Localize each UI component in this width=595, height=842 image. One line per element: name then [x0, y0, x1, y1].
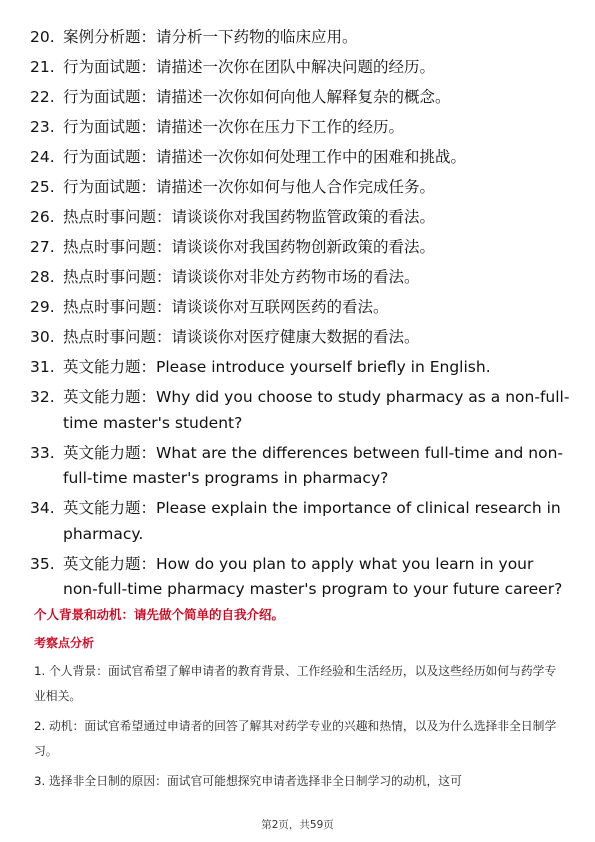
question-number: 27. — [30, 238, 55, 256]
analysis-point: 2. 动机：面试官希望通过申请者的回答了解其对药学专业的兴趣和热情，以及为什么选择非全日制学习。 — [34, 719, 557, 758]
question-number: 23. — [30, 118, 55, 136]
question-item — [30, 295, 570, 321]
question-item — [30, 441, 570, 492]
question-item — [30, 235, 570, 261]
question-number: 32. — [30, 388, 55, 406]
question-number: 24. — [30, 148, 55, 166]
question-text: 行为面试题：请描述一次你在压力下工作的经历。 — [63, 118, 405, 136]
question-text: 行为面试题：请描述一次你如何向他人解释复杂的概念。 — [63, 88, 451, 106]
question-text: 行为面试题：请描述一次你如何处理工作中的困难和挑战。 — [63, 148, 467, 166]
question-text: 英文能力题：Please explain the importance of clinical research in pharmacy. — [63, 499, 561, 543]
question-item — [30, 385, 570, 436]
question-item — [30, 115, 570, 141]
question-item — [30, 25, 570, 51]
question-number: 30. — [30, 328, 55, 346]
question-item — [30, 205, 570, 231]
analysis-point: 3. 选择非全日制的原因：面试官可能想探究申请者选择非全日制学习的动机，这可 — [34, 774, 462, 788]
question-number: 35. — [30, 554, 55, 573]
question-number: 28. — [30, 268, 55, 286]
page-footer: 第2页，共59页 — [261, 819, 334, 831]
question-text: 热点时事问题：请谈谈你对我国药物监管政策的看法。 — [63, 208, 436, 226]
question-number: 25. — [30, 178, 55, 196]
question-item — [30, 496, 570, 547]
question-text: 热点时事问题：请谈谈你对非处方药物市场的看法。 — [63, 268, 420, 286]
question-number: 34. — [30, 499, 55, 517]
question-number: 29. — [30, 298, 55, 316]
section-title: 个人背景和动机：请先做个简单的自我介绍。 — [34, 607, 285, 622]
question-text: 英文能力题：Please introduce yourself briefly in English. — [63, 358, 491, 376]
question-item — [30, 145, 570, 171]
question-item — [30, 552, 570, 603]
question-list — [30, 25, 570, 607]
section-subtitle: 考察点分析 — [34, 636, 95, 650]
question-item — [30, 55, 570, 81]
question-text: 热点时事问题：请谈谈你对医疗健康大数据的看法。 — [63, 328, 420, 346]
question-item — [30, 265, 570, 291]
question-item — [30, 325, 570, 351]
question-number: 21. — [30, 58, 55, 76]
question-item — [30, 85, 570, 111]
question-text: 英文能力题：How do you plan to apply what you learn in your non-full-time pharmacy master's program to your future career? — [63, 554, 563, 598]
question-number: 20. — [30, 28, 55, 46]
question-text: 热点时事问题：请谈谈你对互联网医药的看法。 — [63, 298, 389, 316]
question-item — [30, 175, 570, 201]
question-text: 案例分析题：请分析一下药物的临床应用。 — [63, 28, 358, 46]
analysis-point: 1. 个人背景：面试官希望了解申请者的教育背景、工作经验和生活经历，以及这些经历如何与药学专业相关。 — [34, 664, 557, 703]
question-item — [30, 355, 570, 381]
question-number: 31. — [30, 358, 55, 376]
question-text: 热点时事问题：请谈谈你对我国药物创新政策的看法。 — [63, 238, 436, 256]
question-number: 26. — [30, 208, 55, 226]
question-text: 英文能力题：What are the differences between full-time and non-full-time master's programs in pharmacy? — [63, 443, 564, 487]
question-number: 33. — [30, 443, 55, 462]
question-text: 英文能力题：Why did you choose to study pharmacy as a non-full-time master's student? — [63, 388, 570, 432]
question-number: 22. — [30, 88, 55, 106]
question-text: 行为面试题：请描述一次你如何与他人合作完成任务。 — [63, 178, 436, 196]
question-text: 行为面试题：请描述一次你在团队中解决问题的经历。 — [63, 58, 436, 76]
answer-section — [34, 606, 564, 799]
